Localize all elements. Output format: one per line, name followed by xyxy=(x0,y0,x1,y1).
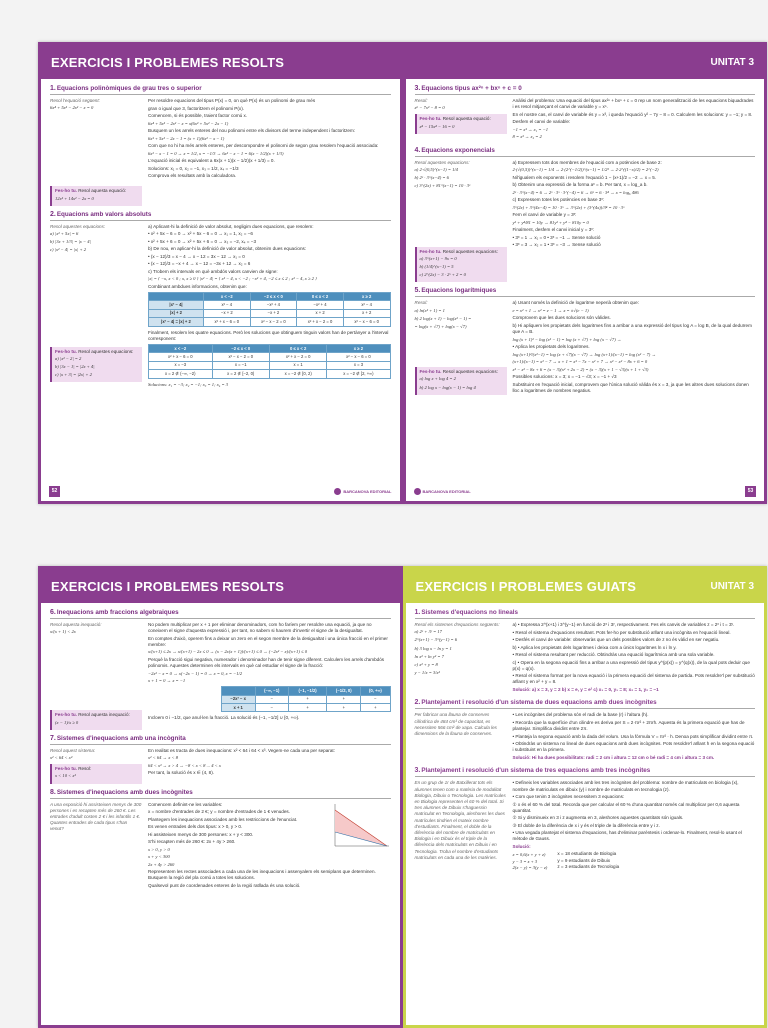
section-rational-inequalities: 6.Inequacions amb fraccions algebraiques Resol aquesta inequació: x/(x + 1) < 2x Fes-ho tu. Resol aquesta inequació: (x − 1)/x ≥ 0 No podem multiplicar per x + 1 per eliminar denominadors, com ho faríem per resoldre una equació, ja que no coneixem el signe d'aquesta expressió i, per tant, no sabem si haurem d'invertir el signe de la desigualtat. En comptes d'això, operem fins a deixar un zero en el segon membre de la desigualtat i una única fracció en el primer membre: x/(x+1) ≤ 2x → x/(x+1) − 2x ≤ 0 → (x − 2x(x + 1))/(x+1) ≤ 0 → (−2x² − x)/(x+1) ≤ 0 Perquè la fracció sigui negativa, numerador i denominador han de tenir signe diferent. Calculem les arrels d'ambdós polinomis. Aquestes determinen els intervals en què cal estudiar el signe de la fracció: −2x² − x = 0 → x(−2x − 1) = 0 → x = 0, x = −1/2 x + 1 = 0 → x = −1 (−∞, −1) (−1, −1/2) (−1/2, 0) (0, +∞) −2x² − x − + + − x + 1 − + + + Incloem 0 i −1/2, que anul·len la fracció. La solució és (−1, −1/2] ∪ [0, +∞). xyxy=(50,609,391,730)
section-heading: 5.Equacions logarítmiques xyxy=(415,287,756,297)
page-54 xyxy=(38,566,403,1028)
section-logarithmic-equations: 5.Equacions logarítmiques Resol: a) ln(x² + 1) = 1 b) 2 log(x + 1) − log(x² − 1) = = log(x + √7) + log(x − √7) Fes-ho tu. Resol aquestes equacions: a) log x + log 4 = 2 b) 2 log x − log(x − 1) = log 4 a) Usant només la definició de logaritme neperià obtenim que: e = x² + 1 → x² = e − 1 → x = ±√(e − 1) Comprovem que les dues solucions són vàlides. b) Hi apliquem les propietats dels logaritmes fins a arribar a una expressió del tipus log A = log B, de la qual deduïrem que A = B. log (x + 1)² − log (x² − 1) = log (x + √7) + log (x − √7) → • Aplica les propietats dels logaritmes. log (x+1)²/(x²−1) = log (x + √7)(x − √7) → log (x+1)/(x−1) = log (x² − 7) → (x+1)/(x−1) = x² − 7 → x + 1 = x³ − 7x − x² + 7 → x³ − x² − 8x + 6 = 0 x³ − x² − 8x + 6 = (x − 3)(x² + 2x − 2) = (x − 3)(x + 1 − √3)(x + 1 + √3) Possibles solucions: x = 3; x = −1 − √3; x = −1 + √3 Substituint en l'equació inicial, comprovem que l'única solució vàlida és x = 3, ja que les altres dues solucions donen lloc a logaritmes de nombres negatius. xyxy=(415,287,756,395)
section-heading: 4.Equacions exponencials xyxy=(415,147,756,157)
solution: Solució: a) x = 3, y = 2 b) x = e, y = e² c) x₁ = 0, y₁ = 8; x₂ = 1, y₂ = −1 xyxy=(512,686,659,692)
page-header xyxy=(406,45,765,79)
page-footer xyxy=(49,485,392,497)
section-bicuadratic-type: 3.Equacions tipus ax²ⁿ + bxⁿ + c = 0 Resol: x⁶ − 7x³ − 8 = 0 Fes-ho tu. Resol aquesta equació: x⁸ − 15x⁴ − 16 = 0 Anàlisi del problema: Una equació del tipus ax²ⁿ + bxⁿ + c = 0 rep un nom generalització de les equacions biquadrades i es resol mitjançant el canvi de variable y = xⁿ. En el nostre cas, el canvi de variable és y = x³, i queda l'equació y² − 7y − 8 = 0. Calculem les solucions: y = −1; y = 8. Desfem el canvi de variable: −1 = x³ → x₁ = −1 8 = x³ → x₂ = 2 xyxy=(414,85,754,140)
section-absolute-value-equations: 2.Equacions amb valors absoluts Resol aquestes equacions: a) |x² + 5x| = 6 b) |3x + 1/3| = |x − 4| c) |x² − 4| = |x| + 2 Fes-ho tu. Resol aquestes equacions: a) |x² − 2| = 2 b) |3x − 1| = |2x + 4| c) |x + 3| = |2x| + 2 a) Aplicant-hi la definició de valor absolut, negligim dues equacions, que resolem: • x² + 5x − 6 = 0 → x² + 5x − 6 = 0 → x₁ = 1, x₂ = −6 • x² + 5x + 6 = 0 → x² + 5x + 6 = 0 → x₃ = −2, x₄ = −3 b) De nou, en aplicar-hi la definició de valor absolut, obtenim dues equacions: • (x − 12)/3 = x − 4 → x − 12 = 3x − 12 → x₁ = 0 • (x − 12)/3 = −x + 4 → x − 12 = −3x + 12 → x₂ = 6 c) Trobem els intervals en què ambdós valors canvien de signe: |x| = { −x, x < 0 ; x, x ≥ 0 } |x² − 4| = { x² − 4, x < −2 ; −x² + 4, −2 ≤ x ≤ 2 ; x² − 4, x ≥ 2 } Combinant ambdues informacions, obtenim que: x < −2 −2 ≤ x < 0 0 ≤ x < 2 x ≥ 2 |x² − 4| x² − 4 −x² + 4 −x² + 4 x² − 4 |x| + 2 −x + 2 −x + 2 x + 2 x + 2 |x² − 4| = |x| + 2 x² + x − 6 = 0 x² − x − 2 = 0 x² + x − 2 = 0 x² − x − 6 = 0 Finalment, resolem les quatre equacions. Però les solucions que obtinguem tinguin valors han de pertànyer a l'interval corresponent: x < −2 −2 ≤ x < 0 0 ≤ x < 2 x ≥ 2 x² + x − 6 = 0 x² − x − 2 = 0 x² + x − 2 = 0 x² − x − 6 = 0 x = −3 x = −1 x = 1 x = 3 x = 2 ∉ (−∞, −2) x = 2 ∉ [−2, 0) x = −2 ∉ [0, 2) x = −2 ∉ [2, +∞) Solucions: x₁ = −3; x₂ = −1; x₃ = 1; x₄ = 3 xyxy=(50,211,391,389)
section-nonlinear-systems: 1.Sistemes d'equacions no lineals Resol els sistemes d'equacions següents: a) 2ˣ + 3ʸ = 17 2^(x+1) − 3^(y−1) = 6 b) 3 log x − ln y = 1 ln x² + ln y² = 7 c) x² + y = 8 y − 1/x = 3/x² a) • Expressa 2^(x+1) i 3^(y−1) en funció de 2ˣ i 3ʸ, respectivament. Fes els canvis de variables z = 2ˣ i t = 3ʸ. • Resol el sistema d'equacions resultant. Pots fer-ho per substitució aïllant una incògnita en l'equació lineal. • Desfés el canvi de variable: observaràs que un dels possibles valors de z no és vàlid en ser negatiu. b) • Aplica les propietats dels logaritmes i deixa com a únics logaritmes ln x i ln y. • Resol el sistema resultant per reducció. Obtindràs una equació logarítmica amb una sola variable. c) • Opera en la segona equació fins a arribar a una expressió del tipus y^(p(x)) = y^(q(x)), de la qual pots deduir que p(x) = q(x). • Resol el sistema format per la nova equació i la primera equació del sistema de partida. Pots resoldre'l per substitució aïllant y en x² + y = 8. Solució: a) x = 3, y = 2 b) x = e, y = e² c) x₁ = 0, y₁ = 8; x₂ = 1, y₂ = −1 xyxy=(414,609,755,692)
section-one-variable-systems: 7.Sistemes d'inequacions amb una incògnita Resol aquest sistema: x² < 64 < x³ Fes-ho tu. Resol: x < 10 < x² En realitat es tracta de dues inequacions: x² < 64 i 64 < x³. Vegem-ne cada una per separat: x² < 64 → x < 8 64 < x³ → x > 4 → −8 < x < 8 ... 4 < x Per tant, la solució és x ∈ (4, 8). xyxy=(50,735,391,784)
page-title: EXERCICIS I PROBLEMES RESOLTS xyxy=(51,54,285,70)
try-it-box: Fes-ho tu. Resol aquestes equacions: a) log x + log 4 = 2 b) 2 log x − log(x − 1) = log 4 xyxy=(415,367,507,395)
section-two-variable-systems: 8.Sistemes d'inequacions amb dues incògnites A una exposició hi assisteixen menys de 300 persones i es recapten més de 260 €. Les entrades d'adult costen 2 € i les infantils 1 €. Quantes entrades de cada tipus s'han venut? Comencem definint-ne les variables: x = nombre d'entrades de 2 €; y = nombre d'entrades de 1 € venudes. Plantegem les inequacions associades amb les restriccions de l'enunciat. Es venen entrades dels dos tipus: x > 0, y > 0. Hi assisteixen menys de 300 persones: x + y < 300. S'hi recapten més de 260 €: 2x + 4y > 260. x > 0, y > 0 x + y < 300 2x + 4y > 260 Representem les rectes associades a cada una de les inequacions i assenyalem els semiplans que determinen. Busquem la regió del pla comú a totes les solucions. Qualsevol punt de coordenades enteres de la regió ratllada és una solució. xyxy=(50,789,391,891)
section-heading: 7.Sistemes d'inequacions amb una incògnita xyxy=(50,735,391,745)
section-heading: 2.Plantejament i resolució d'un sistema de dues equacions amb dues incògnites xyxy=(415,699,756,709)
page-55 xyxy=(403,566,768,1028)
section-two-equation-system: 2.Plantejament i resolució d'un sistema de dues equacions amb dues incògnites Per fabricar una llauna de conserves cilíndrica de 484 cm³ de capacitat, es necessiten 566 cm² de xapa. Calcula les dimensions de la llauna de conserves. • Les incògnites del problema són el radi de la base (r) i l'altura (h). • Recorda que la superfície d'un cilindre es deriva per S = 2·πr² + 2πrh. Aquesta és la primera equació que has de plantejar. Simplifica dividint entre 2π. • Planteja la segona equació amb la dada del volum. Usa la fórmula V = πr² · h. Denoa pots simplificar dividint entre π. • Obtindràs un sistema no lineal de dues equacions amb dues incògnites. Pots resoldre'l aïllant h en la segona equació i substituint en la primera. Solució: Hi ha dues possibilitats: radi = 2 cm i altura = 12 cm o bé radi = 4 cm i altura = 3 cm. xyxy=(414,699,755,760)
page-number: 52 xyxy=(49,486,60,497)
logo-icon xyxy=(414,488,421,495)
equation: 6x⁴ + 5x³ − 2x² − x = 0 xyxy=(50,105,94,111)
sign-table: x < −2 −2 ≤ x < 0 0 ≤ x < 2 x ≥ 2 |x² − 4| x² − 4 −x² + 4 −x² + 4 x² − 4 |x| + 2 −x + 2 −x + 2 x + 2 x + 2 |x² − 4| = |x| + 2 x² + x − 6 = 0 x² − x − 2 = 0 x² + x − 2 = 0 x² − x − 6 = 0 xyxy=(148,292,391,327)
system-results: x = 18 estudiants de Biologia y = 9 estudiants de Dibuix z = 3 estudiants de Tecnologia xyxy=(557,851,620,869)
system-of-equations: x = 0,6(x + y + z) y − 3 = z + 3 2(x − y) = 3(y − z) xyxy=(512,852,548,870)
section-heading: 3.Plantejament i resolució d'un sistema de tres equacions amb tres incògnites xyxy=(415,767,756,777)
page-header xyxy=(41,45,400,79)
page-header xyxy=(41,569,400,603)
logo-icon xyxy=(334,488,341,495)
try-it-box: Fes-ho tu. Resol aquestes equacions: a) 3^(x+1) − 9x = 0 b) (1/4)^(x−1) = 5 c) 2^(2x) − 3 · 2ˣ + 2 = 0 xyxy=(415,247,507,283)
publisher-logo: BARCANOVA EDITORIAL xyxy=(414,488,471,495)
try-it-box: Fes-ho tu. Resol: x < 10 < x² xyxy=(50,764,142,783)
top-spread xyxy=(38,42,767,504)
page-title: EXERCICIS I PROBLEMES RESOLTS xyxy=(51,578,285,594)
page-title: EXERCICIS I PROBLEMES GUIATS xyxy=(415,578,637,594)
try-it-box: Fes-ho tu. Resol aquesta equació: x⁸ − 15x⁴ − 16 = 0 xyxy=(415,114,507,133)
section-heading: 1.Sistemes d'equacions no lineals xyxy=(415,609,756,619)
sign-table: (−∞, −1) (−1, −1/2) (−1/2, 0) (0, +∞) −2x² − x − + + − x + 1 − + + + xyxy=(221,686,391,712)
solution: Solució: Hi ha dues possibilitats: radi = 2 cm i altura = 12 cm o bé radi = 4 cm i altura = 3 cm. xyxy=(512,754,715,760)
page-number: 53 xyxy=(745,486,756,497)
page-52 xyxy=(38,42,403,504)
page-header xyxy=(406,569,765,603)
solution-table: x < −2 −2 ≤ x < 0 0 ≤ x < 2 x ≥ 2 x² + x − 6 = 0 x² − x − 2 = 0 x² + x − 2 = 0 x² − x − 6 = 0 x = −3 x = −1 x = 1 x = 3 x = 2 ∉ (−∞, −2) x = 2 ∉ [−2, 0) x = −2 ∉ [0, 2) x = −2 ∉ [2, +∞) xyxy=(148,344,391,379)
try-it-box: Fes-ho tu. Resol aquesta equació: 12x³ + 14x² − 2x = 0 xyxy=(50,186,142,205)
section-heading: 8.Sistemes d'inequacions amb dues incògnites xyxy=(50,789,391,799)
publisher-logo: BARCANOVA EDITORIAL xyxy=(334,488,391,495)
prompt: Resol l'equació següent: xyxy=(50,98,100,103)
try-it-box: Fes-ho tu. Resol aquesta inequació: (x − 1)/x ≥ 0 xyxy=(50,710,142,729)
section-heading: 1.Equacions polinòmiques de grau tres o superior xyxy=(50,85,391,95)
unit-label: UNITAT 3 xyxy=(710,56,754,68)
try-it-box: Fes-ho tu. Resol aquestes equacions: a) |x² − 2| = 2 b) |3x − 1| = |2x + 4| c) |x + 3| = |2x| + 2 xyxy=(50,347,142,383)
bottom-spread xyxy=(38,566,767,1028)
feasible-region-graph xyxy=(329,802,391,850)
section-three-equation-system: 3.Plantejament i resolució d'un sistema de tres equacions amb tres incògnites En un grup de 1r de Batxillerat tots els alumnes tenen com a matèria de modalitat Biologia, Dibuix o Tecnologia. Les matrícules en Biologia representen el 60 % del total. Si tres alumnes de Dibuix s'haguessin matriculat en Tecnologia, aleshores les dues matrícules tindrien el mateix nombre d'estudiants. Finalment, el doble de la diferència del nombre de matriculats en Biologia i en Dibuix és el triple de la diferència dels matriculats en Dibuix i en Tecnologia. Troba el nombre d'estudiants matriculats en cada una de les matèries. • Defineix les variables associades amb les tres incògnites del problema: nombre de matriculats en biologia (x), nombre de matriculats en dibuix (y) i nombre de matriculats en tecnologia (z). • Com que tenim 3 incògnites necessitem 3 equacions: ① x és el 60 % del total. Recorda que per calcular el 60 % d'una quantitat només cal multiplicar per 0,6 aquesta quantitat. ② Si y disminueix en 3 i z augmenta en 3, aleshores aquestes quantitats són iguals. ③ El doble de la diferència de x i y és el triple de la diferència entre y i z. • Una vegada plantejat el sistema d'equacions, has d'eliminar parèntesis i ordenar-lo. Finalment, resol-lo usant el mètode de Gauss. Solució: x = 0,6(x + y + z) y − 3 = z + 3 2(x − y) = 3(y − z) x = 18 estudiants de Biologia y = 9 estudiants de Dibuix z = 3 estudiants de Tecnologia xyxy=(415,767,756,873)
page-footer xyxy=(414,485,757,497)
section-heading: 2.Equacions amb valors absoluts xyxy=(50,211,391,221)
solution-label: Solució: xyxy=(512,843,531,849)
section-exponential-equations: 4.Equacions exponencials Resol aquestes equacions: a) 2·√(0,5)^(x−1) = 1/4 b) 2ˣ · 3^(x−4) = 6 c) 3^(2x) + 81^(x−1) = 10 · 3ˣ Fes-ho tu. Resol aquestes equacions: a) 3^(x+1) − 9x = 0 b) (1/4)^(x−1) = 5 c) 2^(2x) − 3 · 2ˣ + 2 = 0 a) Expressem tots dos membres de l'equació com a potències de base 2: 2·(√(0,5))^(x−1) = 1/4 → 2·(2^(−1/2))^(x−1) = 1/2² → 2·2^((1−x)/2) = 2^(−2) Nil'igualem els exponents i resolem l'equació 1 − (x+1)/2 = −2 → x = 5. b) Obtenim una expressió de la forma aˣ = b. Per tant, x = log_a b. 2ˣ · 3^(x−4) = 6 → 2ˣ · 3ˣ · 3^(−4) = 6 → 6ˣ = 6 · 3⁴ → x = log₆ 486 c) Expressem totes les potències en base 3ˣ: 3^(2x) + 3^(4x−4) = 10 · 3ˣ → 3^(2x) + (3^(4x))/3⁴ = 10 · 3ˣ Fem el canvi de variable y = 3ˣ: y² + y⁴/81 = 10y → 81y² + y⁴ − 810y = 0 Finalment, desfem el canvi inicial y = 3ˣ: • 3ˣ = 1 → x₁ = 0 • 3ˣ = −1 → Sense solució • 3ˣ = 3 → x₂ = 1 • 3ˣ = −3 → Sense solució xyxy=(415,147,756,283)
section-heading: 6.Inequacions amb fraccions algebraiques xyxy=(50,609,391,619)
page-53 xyxy=(403,42,768,504)
unit-label: UNITAT 3 xyxy=(710,580,754,592)
section-polynomial-equations: 1.Equacions polinòmiques de grau tres o superior Resol l'equació següent: 6x⁴ + 5x³ − 2x² − x = 0 Fes-ho tu. Resol aquesta equació: 12x³ + 14x² − 2x = 0 Per resoldre equacions del tipus P(x) = 0, on què P(x) és un polinomi de grau més gran o igual que 3, factoritzem el polinomi P(x). Comencem, si és possible, traient factor comú x. 6x⁴ + 5x³ − 2x² − x = x(6x³ + 5x² − 2x − 1) Busquem un les arrels enteres del nou polinomi entre els divisors del terme independent i factoritzem: 6x³ + 5x² − 2x − 1 = (x + 1)(6x² − x − 1) Com que no hi ha més arrels enteres, per descompondre el polinomi de segon grau resolem l'equació associada: 6x² − x − 1 = 0 → x = 1/2, x = −1/3 → 6x² − x − 1 = 6(x − 1/2)(x + 1/3) L'equació inicial és equivalent a 6x(x + 1)(x − 1/2)(x + 1/3) = 0. Solucions: x₁ = 0, x₂ = −1, x₃ = 1/2, x₄ = −1/3 Comprova els resultats amb la calculadora. xyxy=(50,85,391,206)
section-heading: 3.Equacions tipus ax²ⁿ + bxⁿ + c = 0 xyxy=(415,85,756,95)
